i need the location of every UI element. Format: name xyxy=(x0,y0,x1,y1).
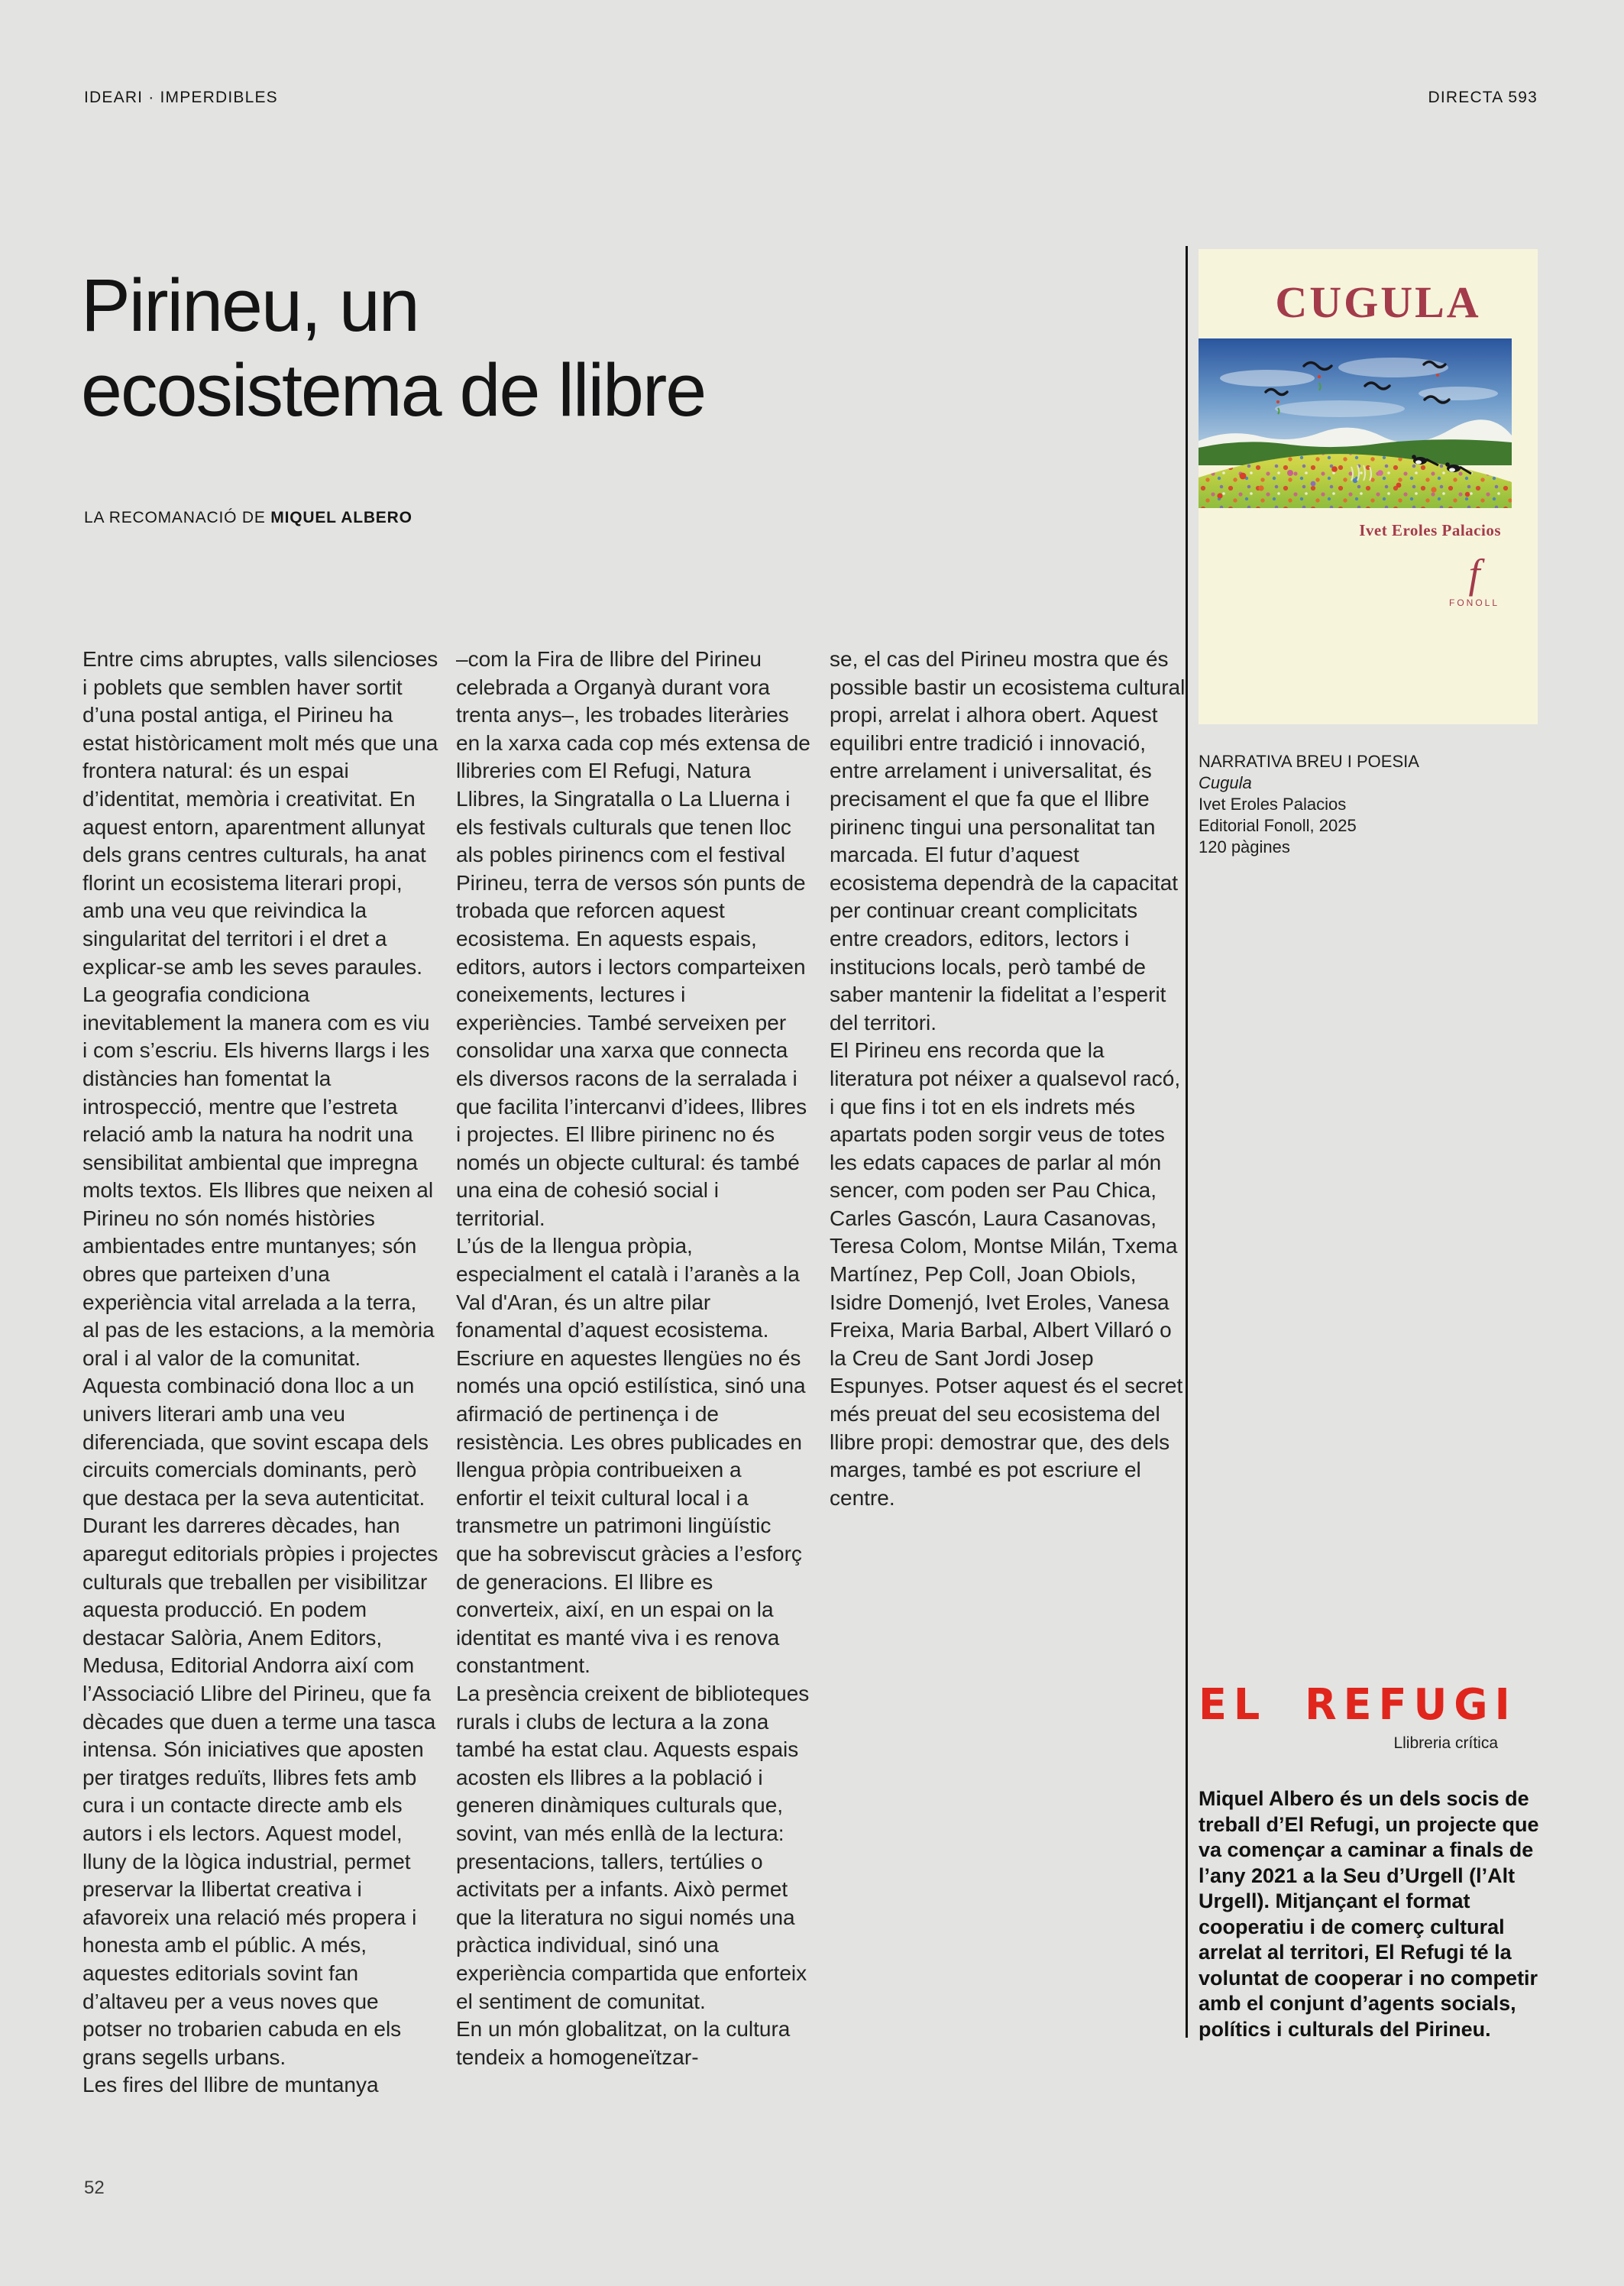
paragraph: La geografia condiciona inevitablement la manera com es viu i com s’escriu. Els hiverns llargs i les distàncies han fomentat la introspecció, mentre que l’estreta relació amb la natura ha nodrit una sensibilitat ambiental que impregna molts textos. Els llibres que neixen al Pirineu no són només històries ambientades entre muntanyes; són obres que parteixen d’una experiència vital arrelada a la terra, al pas de les estacions, a la memòria oral i al valor de la comunitat. Aquesta combinació dona lloc a un univers literari amb una veu diferenciada, que sovint escapa dels circuits comercials dominants, però que destaca per la seva autenticitat. Durant les darreres dècades, han aparegut editorials pròpies i projectes culturals que treballen per visibilitzar aquesta producció. En podem destacar Salòria, Anem Editors, Medusa, Editorial Andorra així com l’Associació Llibre del Pirineu, que fa dècades que duen a terme una tasca intensa. Són iniciatives que aposten per tiratges reduïts, llibres fets amb cura i un contacte directe amb els autors i els lectors. Aquest model, lluny de la lògica industrial, permet preservar la llibertat creativa i afavoreix una relació més propera i honesta amb el públic. A més, aquestes editorials sovint fan d’altaveu per a veus noves que potser no trobarien cabuda en els grans segells urbans. xyxy=(82,983,438,2069)
byline-prefix: LA RECOMANACIÓ DE xyxy=(84,509,266,526)
paragraph: L’ús de la llengua pròpia, especialment el català i l’aranès a la Val d'Aran, és un altre pilar fonamental d’aquest ecosistema. Escriure en aquestes llengües no és només una opció estilística, sinó una afirmació de pertinença i de resistència. Les obres publicades en llengua pròpia contribueixen a enfortir el teixit cultural local i a transmetre un patrimoni lingüístic que ha sobreviscut gràcies a l’esforç de generacions. El llibre es converteix, així, en un espai on la identitat es manté viva i es renova constantment. xyxy=(456,1234,806,1678)
body-column-2 xyxy=(456,646,812,2071)
paragraph: Les fires del llibre de muntanya xyxy=(82,2073,379,2097)
byline xyxy=(84,509,412,527)
body-column-3 xyxy=(830,646,1186,1512)
byline-author: MIQUEL ALBERO xyxy=(270,509,412,526)
fonoll-f-icon: f xyxy=(1468,551,1480,597)
el-refugi-tagline: Llibreria crítica xyxy=(1393,1734,1498,1752)
section-kicker: IDEARI · IMPERDIBLES xyxy=(84,89,278,106)
book-cover xyxy=(1199,249,1538,724)
publisher-logo xyxy=(1432,553,1516,608)
paragraph: El Pirineu ens recorda que la literatura pot néixer a qualsevol racó, i que fins i tot en els indrets més apartats poden sorgir veus de totes les edats capaces de parlar al món sencer, com poden ser Pau Chica, Carles Gascón, Laura Casanovas, Teresa Colom, Montse Milán, Txema Martínez, Pep Coll, Joan Obiols, Isidre Domenjó, Ivet Eroles, Vanesa Freixa, Maria Barbal, Albert Villaró o la Creu de Sant Jordi Josep Espunyes. Potser aquest és el secret més preuat del seu ecosistema del llibre propi: demostrar que, des dels marges, també es pot escriure el centre. xyxy=(830,1038,1183,1510)
paragraph: En un món globalitzat, on la cultura tendeix a homogeneïtzar- xyxy=(456,2017,791,2069)
article-title-line2: ecosistema de llibre xyxy=(81,348,706,432)
article-title xyxy=(81,263,1150,432)
paragraph: Entre cims abruptes, valls silencioses i poblets que semblen haver sortit d’una postal antiga, el Pirineu ha estat històricament molt més que una frontera natural: és un espai d’identitat, memòria i creativitat. En aquest entorn, aparentment allunyat dels grans centres culturals, ha anat florint un ecosistema literari propi, amb una veu que reivindica la singularitat del territori i el dret a explicar-se amb les seves paraules. xyxy=(82,647,438,979)
book-info xyxy=(1199,751,1535,858)
paragraph: La presència creixent de biblioteques rurals i clubs de lectura a la zona també ha estat clau. Aquests espais acosten els llibres a la població i generen dinàmiques culturals que, sovint, van més enllà de la lectura: presentacions, tallers, tertúlies o activitats per a infants. Això permet que la literatura no sigui només una pràctica individual, sinó una experiència compartida que enforteix el sentiment de comunitat. xyxy=(456,1681,810,2013)
author-bio: Miquel Albero és un dels socis de treball d’El Refugi, un projecte que va començar a caminar a finals de l’any 2021 a la Seu d’Urgell (l’Alt Urgell). Mitjançant el format cooperatiu i de comerç cultural arrelat al territori, El Refugi té la voluntat de cooperar i no competir amb el conjunt d’agents socials, polítics i culturals del Pirineu. xyxy=(1199,1787,1539,2041)
book-title: Cugula xyxy=(1199,773,1252,792)
book-cover-illustration xyxy=(1199,338,1512,508)
issue-label: DIRECTA 593 xyxy=(1428,89,1538,106)
paragraph: se, el cas del Pirineu mostra que és possible bastir un ecosistema cultural propi, arrelat i alhora obert. Aquest equilibri entre tradició i innovació, entre arrelament i universalitat, és precisament el que fa que el llibre pirinenc tingui una personalitat tan marcada. El futur d’aquest ecosistema dependrà de la capacitat per continuar creant complicitats entre creadors, editors, lectors i institucions locals, però també de saber mantenir la fidelitat a l’esperit del territori. xyxy=(830,647,1186,1035)
body-column-1 xyxy=(82,646,438,2100)
page-number: 52 xyxy=(84,2178,105,2198)
book-genre: NARRATIVA BREU I POESIA xyxy=(1199,752,1419,771)
publisher-name: FONOLL xyxy=(1448,597,1499,608)
book-pages: 120 pàgines xyxy=(1199,837,1290,856)
paragraph: –com la Fira de llibre del Pirineu celebrada a Organyà durant vora trenta anys–, les trobades literàries en la xarxa cada cop més extensa de llibreries com El Refugi, Natura Llibres, la Singratalla o La Lluerna i els festivals culturals que tenen lloc als pobles pirinencs com el festival Pirineu, terra de versos són punts de trobada que reforcen aquest ecosistema. En aquests espais, editors, autors i lectors comparteixen coneixements, lectures i experiències. També serveixen per consolidar una xarxa que connecta els diversos racons de la serralada i que facilita l’intercanvi d’idees, llibres i projectes. El llibre pirinenc no és només un objecte cultural: és també una eina de cohesió social i territorial. xyxy=(456,647,810,1230)
sidebar-divider xyxy=(1186,246,1188,2038)
book-cover-title: CUGULA xyxy=(1275,277,1481,327)
book-cover-author: Ivet Eroles Palacios xyxy=(1359,521,1501,539)
book-author: Ivet Eroles Palacios xyxy=(1199,795,1347,814)
book-publisher: Editorial Fonoll, 2025 xyxy=(1199,816,1357,835)
article-title-line1: Pirineu, un xyxy=(81,264,419,347)
el-refugi-logo: EL REFUGI xyxy=(1199,1679,1517,1730)
